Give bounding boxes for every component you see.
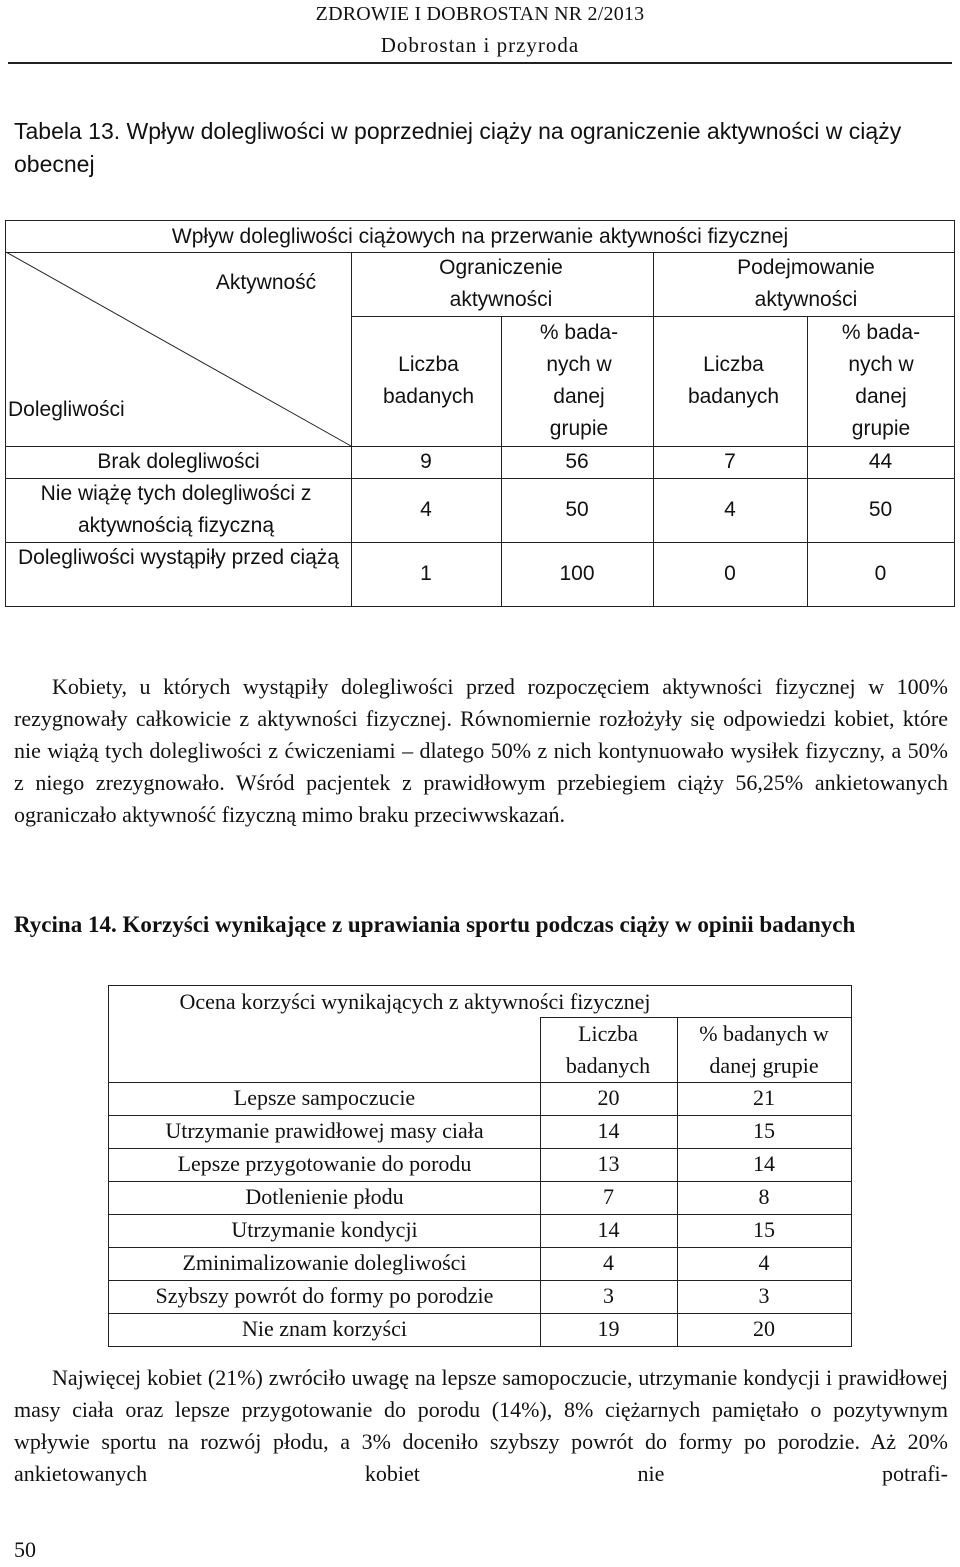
body-paragraph: Najwięcej kobiet (21%) zwróciło uwagę na lepsze samopoczucie, utrzymanie kondycji i prawidłowej masy ciała oraz lepsze przygotowanie do porodu (14%), 8% ciężarnych pamiętało o pozytywnym wpływie sportu na rozwój płodu, a 3% doceniło szybszy powrót do formy po porodzie. Aż 20% ankietowanych kobiet nie potrafi- (14, 1365, 948, 1486)
table-cell: 15 (753, 1217, 775, 1242)
journal-title: ZDROWIE I DOBROSTAN NR 2/2013 (315, 3, 645, 25)
column-header: Liczba badanych (565, 1021, 651, 1078)
figure-caption: Rycina 14. Korzyści wynikające z uprawiania sportu podczas ciąży w opinii badanych (14, 912, 856, 937)
column-header: % badanych w danej grupie (699, 1021, 829, 1078)
table-cell: 14 (753, 1151, 775, 1176)
table-cell: 14 (597, 1217, 620, 1242)
column-header: Liczba badanych (687, 353, 780, 408)
row-label: Nie wiążę tych dolegliwości z aktywnością fizyczną (40, 482, 312, 537)
table-cell: 4 (603, 1250, 614, 1275)
table-cell: 21 (753, 1085, 775, 1110)
table-cell: 4 (724, 498, 736, 521)
body-paragraph: Kobiety, u których wystąpiły dolegliwości przed rozpoczęciem aktywności fizycznej w 100% rezygnowały całkowicie z aktywności fizycznej. Równomiernie rozłożyły się odpowiedzi kobiet, które nie wiążą tych dolegliwości z ćwiczeniami – dlatego 50% z nich kontynuowało wysiłek fizyczny, a 50% z niego zrezygnowało. Wśród pacjentek z prawidłowym przebiegiem ciąży 56,25% ankietowanych ograniczało aktywność fizyczną mimo braku przeciwwskazań. (14, 674, 948, 827)
table-caption: Tabela 13. Wpływ dolegliwości w poprzedniej ciąży na ograniczenie aktywności w ciąży obecnej (14, 118, 902, 177)
table-cell: 3 (603, 1283, 614, 1308)
table-cell: 7 (724, 450, 736, 473)
page-number: 50 (14, 1537, 36, 1562)
table-cell: 50 (868, 498, 893, 521)
table-cell: 50 (565, 498, 589, 521)
table-cell: 7 (603, 1184, 614, 1209)
group-header: Ograniczenie aktywności (439, 256, 563, 311)
table-cell: 14 (597, 1118, 620, 1143)
table-cell: 100 (559, 562, 595, 585)
table-cell: 44 (868, 450, 893, 473)
group-header: Podejmowanie aktywności (737, 256, 875, 311)
header-rule (8, 62, 952, 64)
table-title: Ocena korzyści wynikających z aktywności fizycznej (179, 989, 651, 1014)
column-header: Liczba badanych (382, 353, 475, 408)
table-title: Wpływ dolegliwości ciążowych na przerwanie aktywności fizycznej (171, 225, 789, 248)
table-cell: 3 (758, 1283, 770, 1308)
table-line (653, 252, 654, 606)
table-cell: 4 (420, 498, 432, 521)
row-label: Nie znam korzyści (242, 1316, 407, 1341)
table-cell: 20 (753, 1316, 775, 1341)
column-header: % bada-nych w danej grupie (841, 321, 921, 440)
row-label: Brak dolegliwości (97, 450, 260, 473)
row-label: Lepsze przygotowanie do porodu (177, 1151, 472, 1176)
row-label: Utrzymanie kondycji (231, 1217, 418, 1242)
figure-14-table (108, 985, 852, 1347)
table-cell: 8 (758, 1184, 770, 1209)
table-cell: 15 (753, 1118, 775, 1143)
table-cell: 0 (874, 562, 887, 585)
table-cell: 0 (724, 562, 736, 585)
row-label: Szybszy powrót do formy po porodzie (155, 1283, 494, 1308)
table-cell: 20 (597, 1085, 620, 1110)
table-13 (5, 220, 955, 607)
row-label: Dotlenienie płodu (245, 1184, 404, 1209)
table-cell: 4 (758, 1250, 770, 1275)
table-cell: 13 (597, 1151, 620, 1176)
corner-top-label: Aktywność (215, 271, 317, 294)
table-cell: 56 (565, 450, 589, 473)
row-label: Lepsze sampoczucie (233, 1085, 416, 1110)
section-title: Dobrostan i przyroda (380, 33, 580, 57)
table-cell: 9 (420, 450, 432, 473)
table-cell: 19 (597, 1316, 620, 1341)
table-cell: 1 (420, 562, 432, 585)
row-label: Zminimalizowanie dolegliwości (182, 1250, 467, 1275)
row-label: Dolegliwości wystąpiły przed ciążą (18, 546, 339, 569)
column-header: % bada-nych w danej grupie (539, 321, 619, 440)
corner-bottom-label: Dolegliwości (8, 398, 125, 421)
row-label: Utrzymanie prawidłowej masy ciała (165, 1118, 484, 1143)
